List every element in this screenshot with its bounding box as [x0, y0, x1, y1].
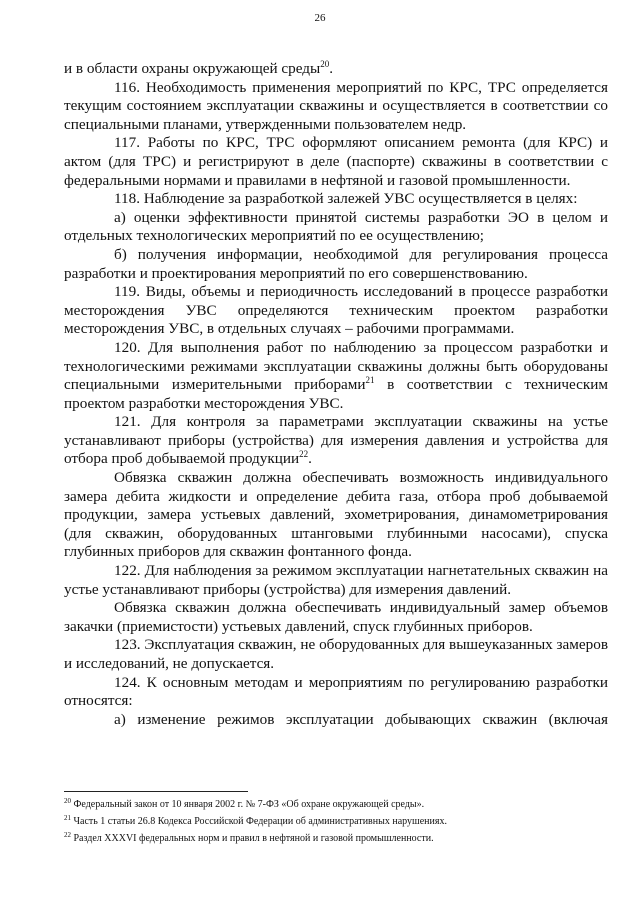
footnote-22	[64, 830, 612, 847]
paragraph-text: 122. Для наблюдения за режимом эксплуатации нагнетательных скважин на устье устанавливают приборы (устройства) для измерения давлений.	[64, 562, 608, 598]
paragraph	[64, 60, 608, 79]
paragraph-117	[64, 134, 608, 190]
page-number: 26	[314, 12, 326, 24]
body-text	[64, 60, 608, 729]
paragraph-124-a	[64, 711, 608, 730]
paragraph-text: 123. Эксплуатация скважин, не оборудованных для вышеуказанных замеров и исследований, не допускается.	[64, 636, 608, 672]
paragraph-text: 120. Для выполнения работ по наблюдению за процессом разработки и технологическими режимами эксплуатации скважины должны быть оборудованы специальными измерительными приборами	[64, 338, 608, 394]
footnote-number: 21	[64, 814, 71, 822]
paragraph-text: Обвязка скважин должна обеспечивать индивидуальный замер объемов закачки (приемистости) устьевых давлений, спуск глубинных приборов.	[64, 599, 608, 635]
paragraph-118-a	[64, 209, 608, 246]
paragraph-text-after: .	[329, 60, 334, 77]
paragraph-text: 117. Работы по КРС, ТРС оформляют описанием ремонта (для КРС) и актом (для ТРС) и регистрируют в деле (паспорте) скважины в соответствии с федеральными нормами и правилами в нефтяной и газовой промышленности.	[64, 134, 608, 189]
footnote-divider	[64, 791, 248, 792]
footnote-21	[64, 813, 612, 830]
paragraph-text: и в области охраны окружающей среды	[64, 60, 321, 77]
footnote-number: 22	[64, 831, 71, 839]
paragraph-text-after: .	[308, 450, 312, 468]
footnote-ref: 22	[299, 449, 309, 460]
paragraph-text: 116. Необходимость применения мероприятий по КРС, ТРС определяется текущим состоянием эксплуатации скважины и осуществляется в соответствии со специальными планами, утвержденными пользователем недр.	[64, 78, 608, 133]
paragraph-118	[64, 190, 608, 209]
paragraph-116	[64, 79, 608, 135]
footnote-text: Раздел XXXVI федеральных норм и правил в нефтяной и газовой промышленности.	[73, 833, 434, 844]
paragraph-121-binding	[64, 469, 608, 562]
paragraph-text: а) изменение режимов эксплуатации добывающих скважин (включая	[114, 710, 608, 728]
paragraph-text: 118. Наблюдение за разработкой залежей УВС осуществляется в целях:	[114, 190, 578, 208]
footnote-text: Часть 1 статьи 26.8 Кодекса Российской Федерации об административных нарушениях.	[73, 816, 447, 827]
paragraph-124	[64, 674, 608, 711]
paragraph-text: Обвязка скважин должна обеспечивать возможность индивидуального замера дебита жидкости и определение дебита газа, отбора проб добываемой продукции, замера устьевых давлений, эхометрирования, динамометрирования (для скважин, оборудованных штанговыми глубинными насосами), спуска глубинных приборов для скважин фонтанного фонда.	[64, 469, 608, 561]
paragraph-text: 124. К основным методам и мероприятиям по регулированию разработки относятся:	[64, 673, 608, 710]
paragraph-text: б) получения информации, необходимой для регулирования процесса разработки и проектирования мероприятий по его совершенствованию.	[64, 245, 608, 282]
paragraph-118-b	[64, 246, 608, 283]
footnote-ref: 20	[320, 59, 330, 69]
paragraph-122	[64, 562, 608, 599]
paragraph-text: 119. Виды, объемы и периодичность исследований в процессе разработки месторождения УВС определяются техническим проектом разработки месторождения УВС, в отдельных случаях – рабочими программами.	[64, 283, 608, 338]
paragraph-text: а) оценки эффективности принятой системы разработки ЭО в целом и отдельных технологических мероприятий по ее осуществлению;	[64, 208, 608, 245]
paragraph-123	[64, 636, 608, 673]
paragraph-119	[64, 283, 608, 339]
footnotes	[64, 796, 612, 847]
footnote-text: Федеральный закон от 10 января 2002 г. № 7-ФЗ «Об охране окружающей среды».	[73, 799, 425, 810]
paragraph-120	[64, 339, 608, 413]
paragraph-text-after: в соответствии с техническим проектом разработки месторождения УВС.	[64, 376, 609, 412]
footnote-number: 20	[64, 797, 71, 805]
footnote-20	[64, 796, 612, 813]
paragraph-text: 121. Для контроля за параметрами эксплуатации скважины на устье устанавливают приборы (устройства) для измерения давления и устройства для отбора проб добываемой продукции	[64, 413, 608, 468]
footnote-ref: 21	[365, 375, 375, 386]
paragraph-122-binding	[64, 599, 608, 636]
paragraph-121	[64, 413, 608, 469]
